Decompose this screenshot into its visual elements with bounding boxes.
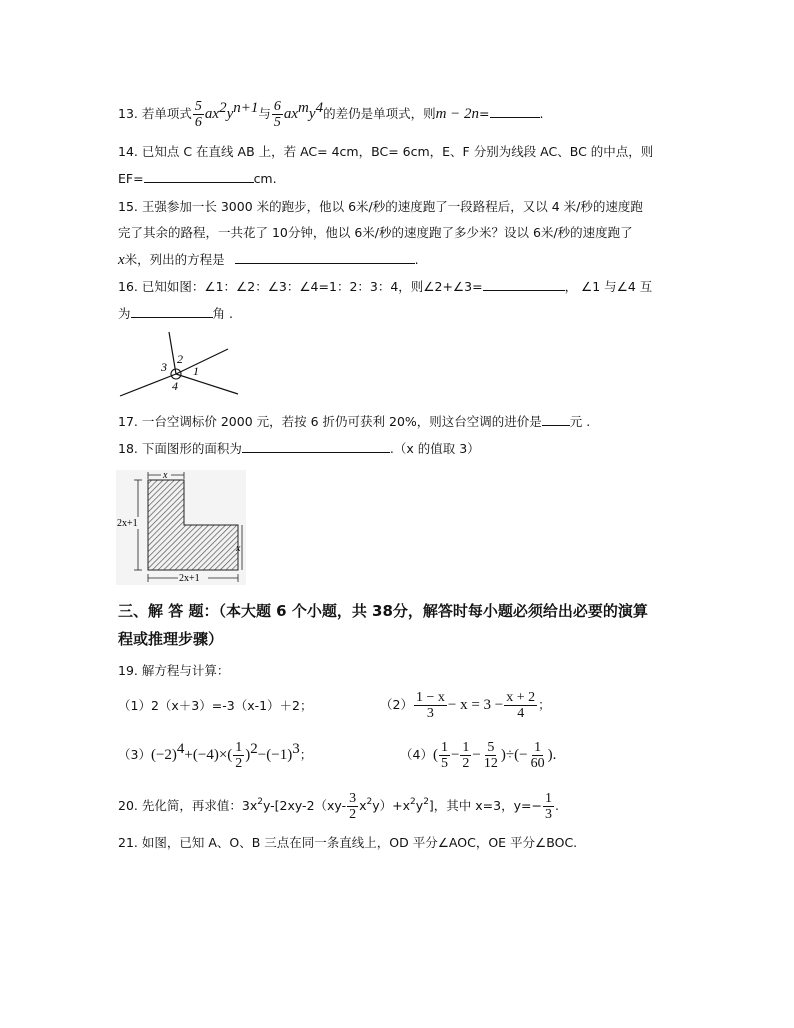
q19-part-3: $(3)(-2)^4+(-4)\times$( $\frac{1}{2}$ )$^2-(-1)^3$；: [118, 740, 313, 771]
ray-line: [169, 332, 176, 374]
right-dimension-label: x: [236, 543, 241, 554]
angle-label-2: 2: [177, 352, 183, 366]
question-14-line-2: EF= cm.: [118, 171, 277, 186]
top-dimension-label: x: [163, 470, 168, 481]
answer-blank[interactable]: [490, 104, 540, 118]
q19-p3-fraction: $\frac{1}{2}$: [235, 740, 243, 771]
ray-line: [120, 374, 176, 396]
ray-line: [176, 374, 238, 394]
answer-blank[interactable]: [542, 412, 570, 426]
answer-blank[interactable]: [144, 169, 254, 183]
area-figure: [116, 470, 246, 585]
q20-fraction-2: $\frac{1}{3}$: [544, 791, 552, 822]
answer-blank[interactable]: [235, 250, 415, 264]
q13-fraction-1: $\frac{5}{6}$: [194, 99, 202, 130]
q19-p4-fraction-2: $\frac{1}{2}$: [462, 740, 470, 771]
bottom-dimension-label: 2x+1: [179, 573, 200, 584]
question-14-line-1: 14. 已知点 C 在直线 AB 上，若 AC= 4cm，BC= 6cm，E、F 分别为线段 AC、BC 的中点，则: [118, 144, 654, 159]
section-heading-line-2: 程或推理步骤）: [118, 630, 224, 648]
angle-label-3: 3: [161, 360, 167, 374]
question-13: 13. 若单项式 $\frac{5}{6}$ $ax^2y^{n+1}$与 $\frac{6}{5}$ $ax^my^4$的差仍是单项式，则m − 2n= .: [118, 99, 544, 130]
question-16-line-1: 16. 已知如图：∠1：∠2：∠3：∠4=1：2：3：4，则∠2+∠3= ， ∠1 与∠4 互: [118, 279, 653, 294]
q13-fraction-2: $\frac{6}{5}$: [273, 99, 281, 130]
q19-part-4: （4）( $\frac{1}{5}$ − $\frac{1}{2}$ − $\frac{5}{12}$ )÷(− $\frac{1}{60}$ ).: [400, 740, 557, 771]
question-20: 20. 先化简，再求值：$3x^2y-[2xy-2(xy-$ $\frac{3}{2}$ $x^2y)+x^2y^2$]，其中 x=3，y=− $\frac{1}{3}$ .: [118, 791, 559, 822]
question-15-line-3: x米，列出的方程是 .: [118, 252, 419, 268]
q19-p4-fraction-3: $\frac{5}{12}$: [483, 740, 498, 771]
question-15-line-1: 15. 王强参加一长 3000 米的跑步，他以 6米/秒的速度跑了一段路程后，又以 4 米/秒的速度跑: [118, 199, 643, 214]
q19-part-1: （1）2（x＋3）=-3（x-1）＋2；: [118, 698, 313, 713]
angles-figure: [115, 326, 240, 400]
question-18: 18. 下面图形的面积为 .（x 的值取 3）: [118, 441, 480, 456]
question-21: 21. 如图，已知 A、O、B 三点在同一条直线上，OD 平分∠AOC，OE 平分∠BOC.: [118, 835, 578, 850]
ray-line: [176, 349, 228, 374]
answer-blank[interactable]: [483, 277, 565, 291]
question-16-line-2: 为 角 .: [118, 306, 233, 321]
answer-blank[interactable]: [242, 439, 390, 453]
question-15-line-2: 完了其余的路程，一共花了 10分钟，他以 6米/秒的速度跑了多少米？设以 6米/秒的速度跑了: [118, 225, 633, 240]
section-heading: 三、解 答 题：（本大题 6 个小题，共 38分，解答时每小题必须给出必要的演算: [118, 602, 648, 620]
q20-fraction-1: $\frac{3}{2}$: [349, 791, 357, 822]
question-19: 19. 解方程与计算：: [118, 663, 230, 678]
q19-p2-fraction-1: $\frac{1 - x}{3}$: [415, 690, 445, 721]
q19-p4-fraction-1: $\frac{1}{5}$: [440, 740, 448, 771]
question-17: 17. 一台空调标价 2000 元，若按 6 折仍可获利 20%，则这台空调的进价是 元 .: [118, 414, 591, 429]
angle-label-4: 4: [172, 379, 178, 393]
left-dimension-label: 2x+1: [117, 518, 138, 529]
q19-p2-fraction-2: $\frac{x + 2}{4}$: [506, 690, 536, 721]
q19-p4-fraction-4: $\frac{1}{60}$: [530, 740, 545, 771]
q19-part-2: （2） $\frac{1 - x}{3}$ − x = 3 − $\frac{x + 2}{4}$ ；: [380, 690, 551, 721]
q13-prefix: 若单项式: [141, 106, 192, 121]
answer-blank[interactable]: [131, 304, 213, 318]
angle-label-1: 1: [193, 364, 199, 378]
